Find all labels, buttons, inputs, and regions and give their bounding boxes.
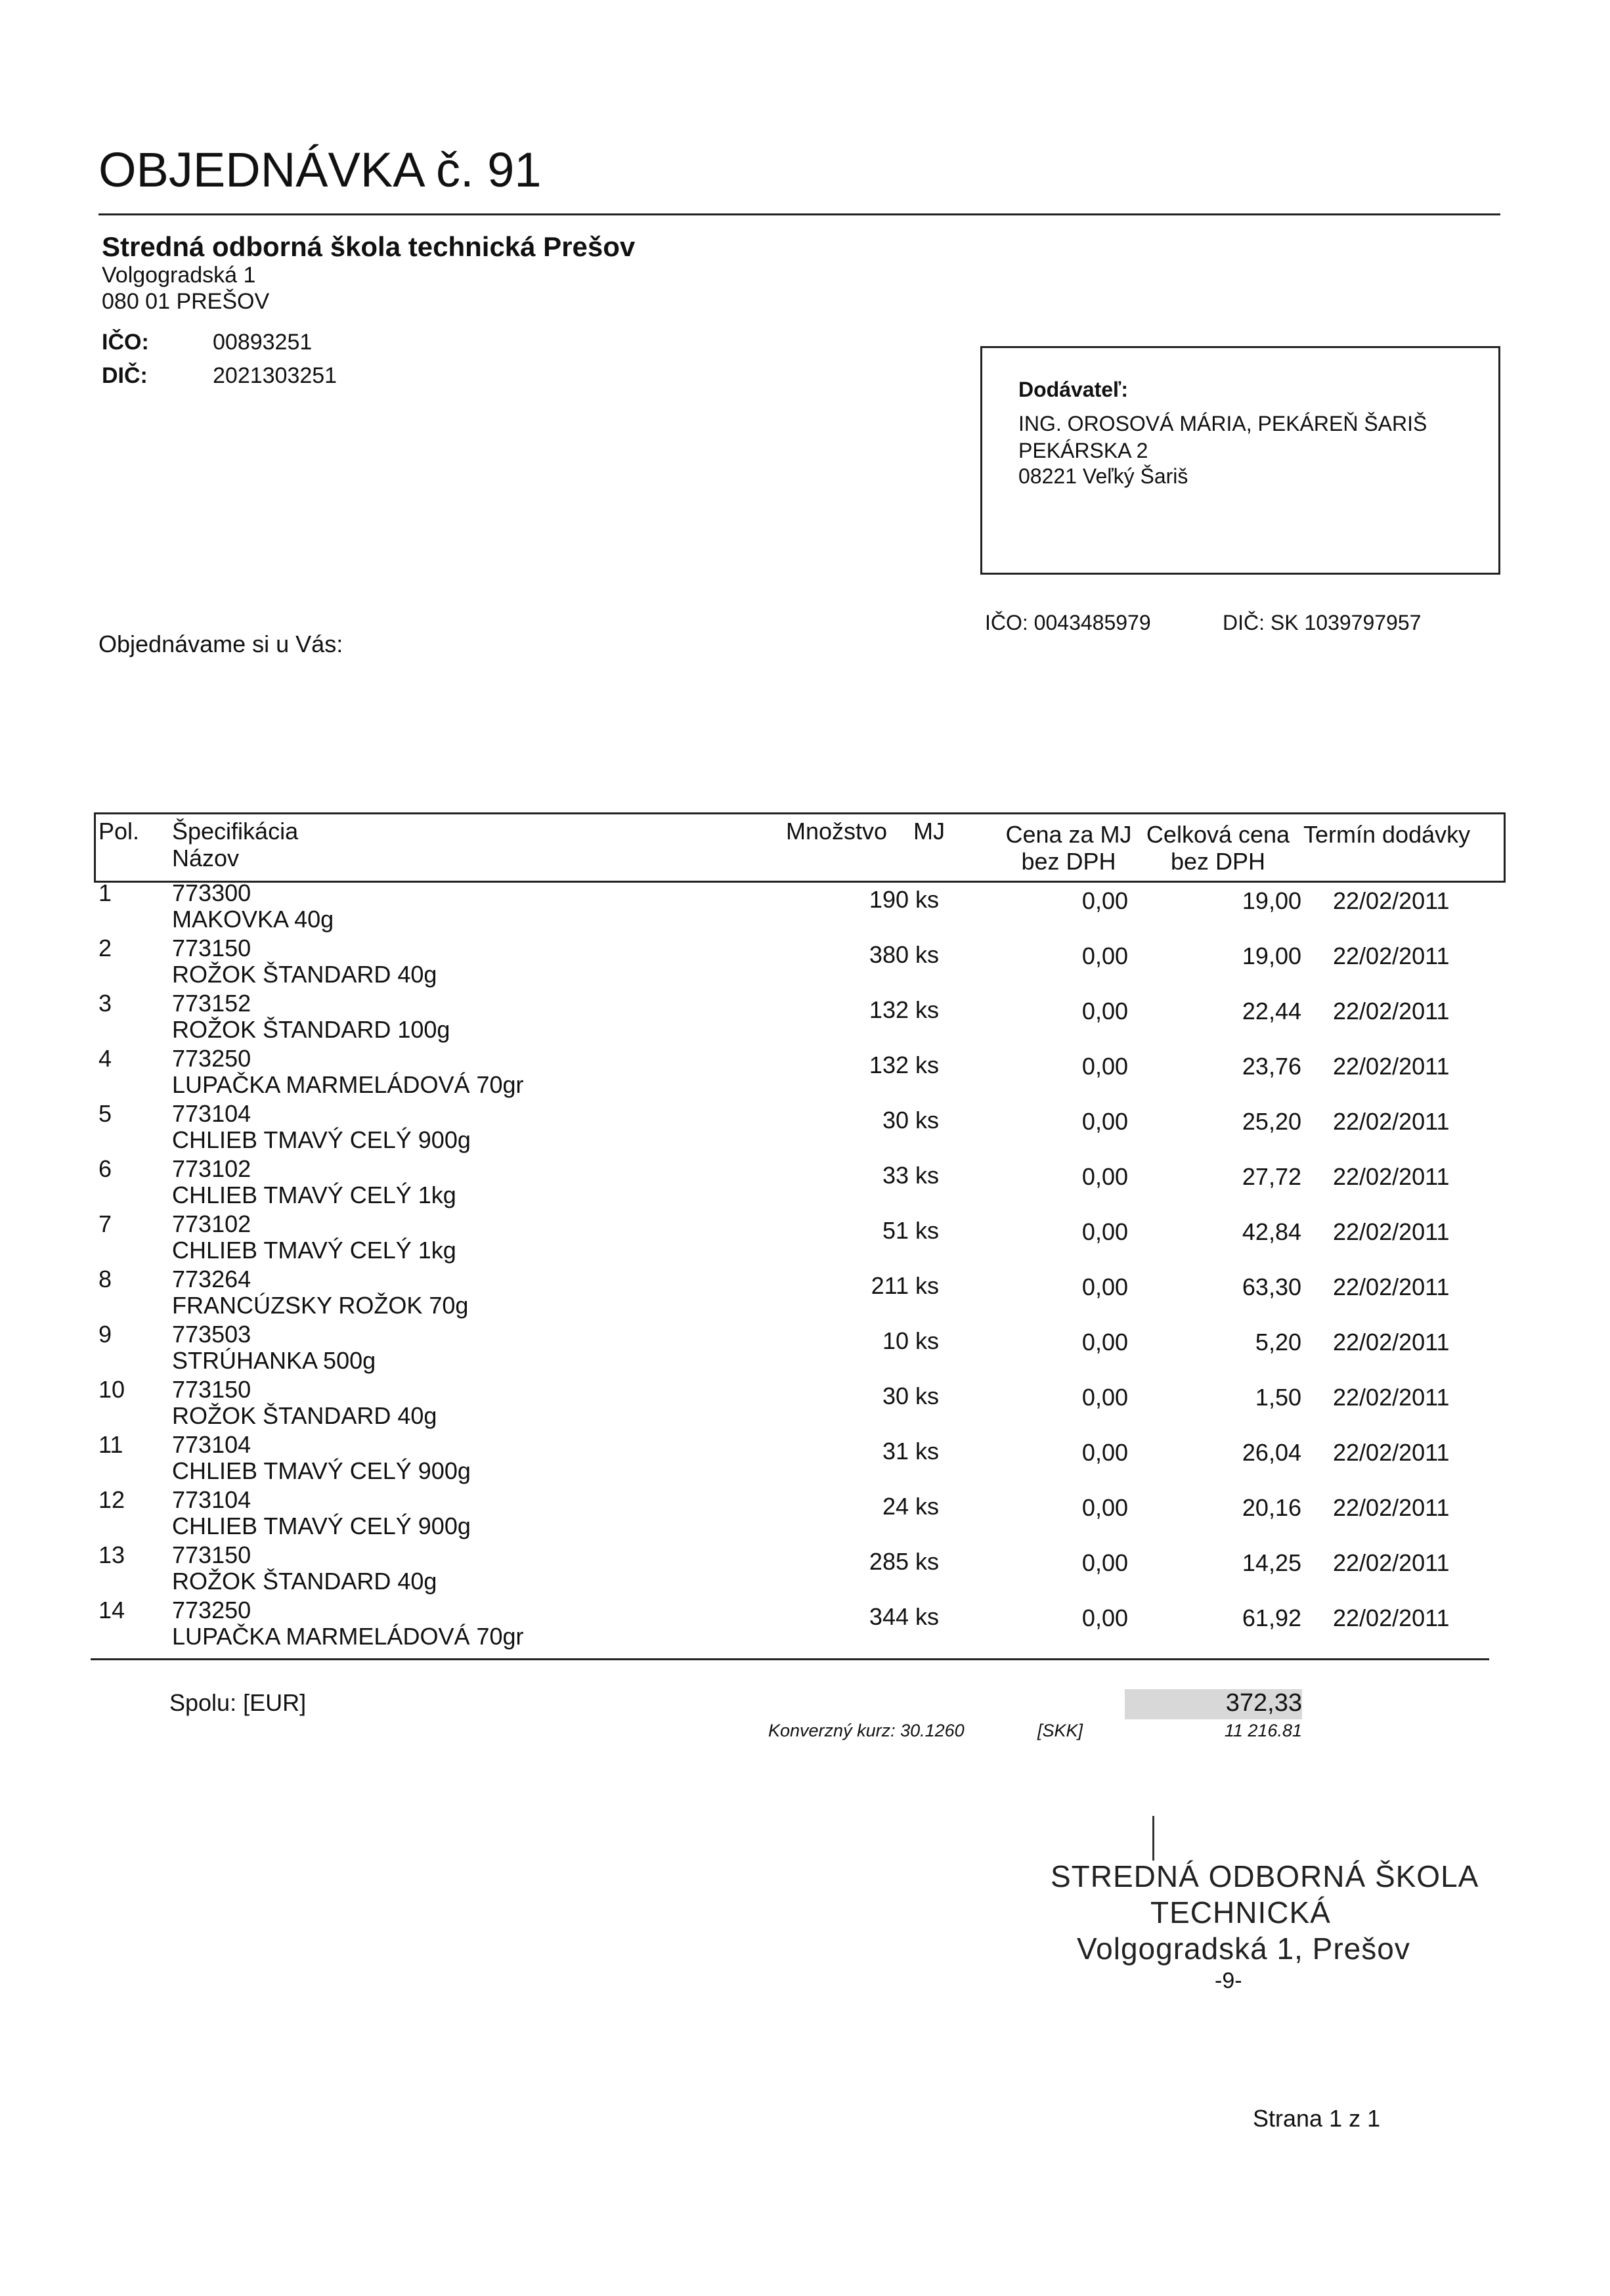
row-unit-price: 0,00: [1081, 998, 1128, 1025]
header-specification: Špecifikácia: [172, 818, 299, 845]
buyer-city: 080 01 PREŠOV: [102, 289, 270, 314]
row-total-price: 19,00: [1242, 887, 1301, 914]
row-delivery-date: 22/02/2011: [1333, 1494, 1450, 1521]
page-counter: Strana 1 z 1: [1253, 2105, 1381, 2132]
header-position: Pol.: [98, 818, 140, 845]
row-item-name: CHLIEB TMAVÝ CELÝ 1kg: [172, 1181, 456, 1208]
row-position: 13: [98, 1541, 125, 1568]
conversion-currency: [SKK]: [1037, 1721, 1083, 1740]
row-delivery-date: 22/02/2011: [1333, 1604, 1450, 1631]
row-position: 8: [98, 1266, 112, 1292]
row-item-code: 773503: [172, 1321, 251, 1348]
row-delivery-date: 22/02/2011: [1333, 1549, 1450, 1576]
total-label: Spolu: [EUR]: [169, 1689, 307, 1716]
row-item-code: 773250: [172, 1045, 251, 1072]
row-item-name: ROŽOK ŠTANDARD 40g: [172, 961, 437, 988]
row-delivery-date: 22/02/2011: [1333, 1439, 1450, 1466]
supplier-ico: IČO: 0043485979: [985, 611, 1151, 634]
row-quantity: 30 ks: [882, 1107, 939, 1134]
row-item-code: 773150: [172, 1541, 251, 1568]
row-total-price: 42,84: [1242, 1218, 1301, 1245]
conversion-value: 11 216.81: [1224, 1721, 1302, 1740]
row-quantity: 30 ks: [882, 1382, 939, 1409]
row-item-name: ROŽOK ŠTANDARD 40g: [172, 1402, 437, 1429]
row-total-price: 61,92: [1242, 1604, 1301, 1631]
row-position: 3: [98, 990, 112, 1017]
row-quantity: 211 ks: [871, 1272, 939, 1299]
row-position: 11: [98, 1431, 123, 1458]
row-total-price: 20,16: [1242, 1494, 1301, 1521]
header-unit: MJ: [913, 818, 945, 845]
stamp-line-4: -9-: [1215, 1968, 1242, 1993]
document-title: OBJEDNÁVKA č. 91: [98, 143, 542, 197]
row-unit-price: 0,00: [1081, 1273, 1128, 1300]
row-unit-price: 0,00: [1081, 1163, 1128, 1190]
buyer-dic: 2021303251: [213, 363, 337, 388]
header-total-price: Celková cena: [1146, 821, 1290, 848]
row-position: 2: [98, 935, 112, 961]
row-item-name: ROŽOK ŠTANDARD 100g: [172, 1016, 450, 1043]
row-delivery-date: 22/02/2011: [1333, 1218, 1450, 1245]
row-quantity: 31 ks: [882, 1438, 939, 1465]
row-item-name: MAKOVKA 40g: [172, 906, 334, 933]
row-total-price: 26,04: [1242, 1439, 1301, 1466]
row-total-price: 23,76: [1242, 1053, 1301, 1080]
row-item-name: CHLIEB TMAVÝ CELÝ 900g: [172, 1457, 471, 1484]
row-unit-price: 0,00: [1081, 1494, 1128, 1521]
row-delivery-date: 22/02/2011: [1333, 887, 1450, 914]
buyer-dic-label: DIČ:: [102, 363, 148, 388]
row-unit-price: 0,00: [1081, 1053, 1128, 1080]
row-unit-price: 0,00: [1081, 942, 1128, 969]
row-total-price: 25,20: [1242, 1108, 1301, 1135]
supplier-city: 08221 Veľký Šariš: [1018, 464, 1188, 488]
row-total-price: 22,44: [1242, 998, 1301, 1025]
row-item-name: LUPAČKA MARMELÁDOVÁ 70gr: [172, 1623, 524, 1650]
row-item-name: CHLIEB TMAVÝ CELÝ 1kg: [172, 1237, 456, 1264]
row-item-name: CHLIEB TMAVÝ CELÝ 900g: [172, 1512, 471, 1539]
row-position: 1: [98, 879, 112, 906]
row-item-code: 773102: [172, 1155, 251, 1182]
row-total-price: 1,50: [1255, 1384, 1301, 1411]
row-item-code: 773264: [172, 1266, 251, 1292]
header-unit-price: Cena za MJ: [1005, 821, 1132, 848]
header-quantity: Množstvo: [786, 818, 888, 845]
supplier-label: Dodávateľ:: [1018, 378, 1129, 401]
title-divider: [98, 213, 1500, 215]
stamp-line-2: TECHNICKÁ: [1150, 1895, 1331, 1930]
row-delivery-date: 22/02/2011: [1333, 1108, 1450, 1135]
row-item-name: FRANCÚZSKY ROŽOK 70g: [172, 1292, 469, 1319]
total-value: 372,33: [1225, 1689, 1302, 1717]
row-delivery-date: 22/02/2011: [1333, 1329, 1450, 1356]
row-quantity: 132 ks: [869, 1051, 939, 1078]
row-quantity: 344 ks: [869, 1603, 939, 1630]
row-item-name: STRÚHANKA 500g: [172, 1347, 376, 1374]
row-quantity: 33 ks: [882, 1162, 939, 1189]
row-quantity: 51 ks: [882, 1217, 939, 1244]
row-position: 5: [98, 1100, 112, 1127]
row-quantity: 10 ks: [882, 1327, 939, 1354]
row-delivery-date: 22/02/2011: [1333, 1384, 1450, 1411]
row-position: 4: [98, 1045, 112, 1072]
row-item-code: 773150: [172, 935, 251, 961]
row-quantity: 380 ks: [869, 941, 939, 968]
row-item-name: LUPAČKA MARMELÁDOVÁ 70gr: [172, 1071, 524, 1098]
row-total-price: 27,72: [1242, 1163, 1301, 1190]
row-unit-price: 0,00: [1081, 1384, 1128, 1411]
row-quantity: 190 ks: [869, 886, 939, 913]
row-item-code: 773104: [172, 1486, 251, 1513]
row-position: 12: [98, 1486, 125, 1513]
stamp-line-1: STREDNÁ ODBORNÁ ŠKOLA: [1051, 1859, 1479, 1893]
order-intro: Objednávame si u Vás:: [98, 630, 343, 657]
row-unit-price: 0,00: [1081, 1439, 1128, 1466]
row-delivery-date: 22/02/2011: [1333, 998, 1450, 1025]
row-position: 14: [98, 1597, 125, 1623]
row-unit-price: 0,00: [1081, 1604, 1128, 1631]
row-item-name: CHLIEB TMAVÝ CELÝ 900g: [172, 1126, 471, 1153]
supplier-name: ING. OROSOVÁ MÁRIA, PEKÁREŇ ŠARIŠ: [1018, 412, 1427, 435]
supplier-dic: DIČ: SK 1039797957: [1223, 611, 1422, 634]
row-position: 10: [98, 1376, 125, 1403]
buyer-ico: 00893251: [213, 330, 313, 355]
row-item-code: 773102: [172, 1210, 251, 1237]
row-unit-price: 0,00: [1081, 1549, 1128, 1576]
row-delivery-date: 22/02/2011: [1333, 1273, 1450, 1300]
header-name: Názov: [172, 845, 240, 872]
row-position: 7: [98, 1210, 112, 1237]
row-quantity: 24 ks: [882, 1493, 939, 1520]
supplier-street: PEKÁRSKA 2: [1018, 439, 1148, 462]
row-position: 6: [98, 1155, 112, 1182]
row-item-code: 773104: [172, 1431, 251, 1458]
row-total-price: 5,20: [1255, 1329, 1301, 1356]
row-quantity: 285 ks: [869, 1548, 939, 1575]
row-total-price: 14,25: [1242, 1549, 1301, 1576]
table-bottom-divider: [91, 1658, 1489, 1660]
buyer-name: Stredná odborná škola technická Prešov: [102, 231, 636, 262]
row-item-code: 773152: [172, 990, 251, 1017]
row-item-code: 773150: [172, 1376, 251, 1403]
conversion-rate: Konverzný kurz: 30.1260: [768, 1721, 965, 1740]
row-unit-price: 0,00: [1081, 1218, 1128, 1245]
header-unit-price-note: bez DPH: [1021, 848, 1116, 875]
header-total-price-note: bez DPH: [1170, 848, 1266, 875]
row-delivery-date: 22/02/2011: [1333, 1163, 1450, 1190]
row-item-code: 773250: [172, 1597, 251, 1623]
row-unit-price: 0,00: [1081, 1108, 1128, 1135]
row-delivery-date: 22/02/2011: [1333, 1053, 1450, 1080]
row-position: 9: [98, 1321, 112, 1348]
row-item-name: ROŽOK ŠTANDARD 40g: [172, 1568, 437, 1595]
row-total-price: 63,30: [1242, 1273, 1301, 1300]
buyer-street: Volgogradská 1: [102, 263, 256, 288]
row-unit-price: 0,00: [1081, 1329, 1128, 1356]
stamp-line-3: Volgogradská 1, Prešov: [1077, 1932, 1410, 1966]
row-unit-price: 0,00: [1081, 887, 1128, 914]
stamp-mark: [1152, 1816, 1154, 1861]
buyer-ico-label: IČO:: [102, 330, 149, 355]
row-item-code: 773300: [172, 879, 251, 906]
row-quantity: 132 ks: [869, 996, 939, 1023]
row-total-price: 19,00: [1242, 942, 1301, 969]
row-item-code: 773104: [172, 1100, 251, 1127]
header-delivery-date: Termín dodávky: [1303, 821, 1471, 848]
row-delivery-date: 22/02/2011: [1333, 942, 1450, 969]
